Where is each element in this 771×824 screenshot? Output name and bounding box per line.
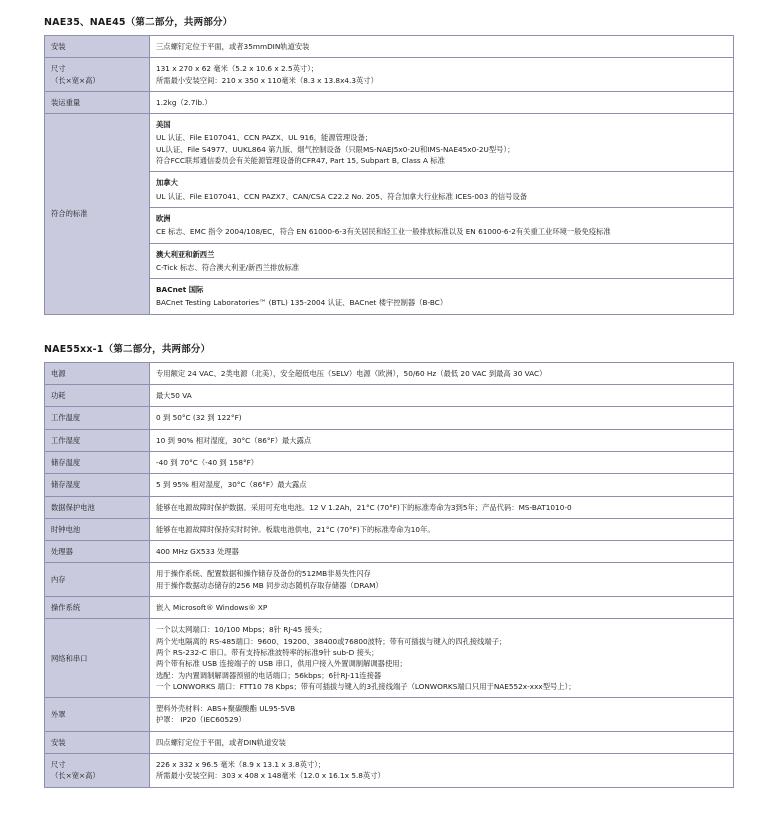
value-line: 1.2kg（2.7lb.） xyxy=(156,97,212,107)
value-line: 两个光电隔离的 RS-485端口：9600、19200、38400或76800波特；带有可插拔与键入的四孔接线端子； xyxy=(156,636,507,646)
row-label-line: （长×宽×高） xyxy=(51,771,100,781)
table-row xyxy=(45,58,734,92)
value-line: 最大50 VA xyxy=(156,391,192,401)
row-value xyxy=(150,385,734,407)
value-line: 两个 RS-232-C 串口。带有支持标准波特率的标准9针 sub-D 接头； xyxy=(156,647,379,657)
value-line: 所需最小安装空间：303 x 408 x 148毫米（12.0 x 16.1x 5.8英寸） xyxy=(156,771,385,781)
row-label: 网络和串口 xyxy=(45,619,150,698)
value-line: C-Tick 标志、符合澳大利亚/新西兰排放标准 xyxy=(156,262,300,272)
value-line: 131 x 270 x 62 毫米（5.2 x 10.6 x 2.5英寸）； xyxy=(156,64,319,74)
value-line: 用于操作系统、配置数据和操作储存及备份的512MB非易失性闪存 xyxy=(156,569,371,579)
row-value xyxy=(150,362,734,384)
row-value xyxy=(150,36,734,58)
table-row xyxy=(45,362,734,384)
table-row xyxy=(45,698,734,732)
value-line: 塑料外壳材料：ABS+聚碳酸酯 UL95-5VB xyxy=(156,704,296,714)
value-line: CE 标志、EMC 指令 2004/108/EC，符合 EN 61000-6-3有关居民和轻工业一般排放标准以及 EN 61000-6-2有关重工业环境一般免疫标准 xyxy=(156,227,611,237)
table-row xyxy=(45,36,734,58)
row-label: 工作湿度 xyxy=(45,429,150,451)
value-line: UL 认证、File E107041、CCN PAZX、UL 916，能源管理设备； xyxy=(156,133,373,143)
row-label xyxy=(45,753,150,787)
value-line: 所需最小安装空间：210 x 350 x 110毫米（8.3 x 13.8x4.3英寸） xyxy=(156,75,378,85)
table-row xyxy=(45,451,734,473)
value-line: 选配：为内置调制解调器预留的电话端口；56kbps；6针RJ-11连接器 xyxy=(156,670,382,680)
row-label xyxy=(45,58,150,92)
value-line: 嵌入 Microsoft® Windows® XP xyxy=(156,603,268,613)
section-title: NAE55xx-1（第二部分，共两部分） xyxy=(44,343,211,355)
value-line: 226 x 332 x 96.5 毫米（8.9 x 13.1 x 3.8英寸）； xyxy=(156,759,326,769)
row-label: 内存 xyxy=(45,563,150,597)
value-line: UL认证、File S4977、UUKL864 第九版、烟气控制设备（只限MS-NAEJ5x0-2U和IMS-NAE45x0-2U型号）； xyxy=(156,144,515,154)
row-label: 处理器 xyxy=(45,541,150,563)
value-line: 400 MHz GX533 处理器 xyxy=(156,547,239,557)
row-value-subblock xyxy=(150,279,734,315)
spec-section-nae35-nae45 xyxy=(44,14,751,315)
value-line: 0 到 50°C (32 到 122°F) xyxy=(156,413,242,423)
table-row xyxy=(45,407,734,429)
row-label: 外罩 xyxy=(45,698,150,732)
table-row xyxy=(45,619,734,698)
row-label: 电源 xyxy=(45,362,150,384)
row-label-line: 尺寸 xyxy=(51,759,66,769)
value-line: UL 认证、File E107041、CCN PAZX7、CAN/CSA C22.2 No. 205、符合加拿大行业标准 ICES-003 的信号设备 xyxy=(156,191,528,201)
table-row xyxy=(45,541,734,563)
table-row xyxy=(45,496,734,518)
table-row xyxy=(45,563,734,597)
row-value xyxy=(150,563,734,597)
row-label: 功耗 xyxy=(45,385,150,407)
row-label: 装运重量 xyxy=(45,91,150,113)
table-row xyxy=(45,518,734,540)
row-value xyxy=(150,91,734,113)
table-row xyxy=(45,753,734,787)
value-line: 两个带有标准 USB 连接端子的 USB 串口，供用户接入外置调制解调器使用； xyxy=(156,659,407,669)
row-value-subblock xyxy=(150,207,734,243)
row-label-line: （长×宽×高） xyxy=(51,75,100,85)
value-line: 专用额定 24 VAC、2类电源（北美），安全超低电压（SELV）电源（欧洲），50/60 Hz（最低 20 VAC 到最高 30 VAC） xyxy=(156,368,547,378)
row-value xyxy=(150,753,734,787)
row-label: 符合的标准 xyxy=(45,114,150,315)
row-label: 储存湿度 xyxy=(45,474,150,496)
value-line: 一个以太网端口：10/100 Mbps；8针 RJ-45 接头； xyxy=(156,625,327,635)
row-value xyxy=(150,541,734,563)
row-value xyxy=(150,451,734,473)
row-value xyxy=(150,496,734,518)
row-value xyxy=(150,731,734,753)
value-line: 能够在电源故障时保持实时时钟。板载电池供电，21°C (70°F)下的标准寿命为10年。 xyxy=(156,524,435,534)
spec-section-nae55xx-1 xyxy=(44,341,751,788)
subblock-heading: 欧洲 xyxy=(156,213,171,223)
table-row xyxy=(45,429,734,451)
value-line: BACnet Testing Laboratories™ (BTL) 135-2004 认证、BACnet 楼宇控制器（B-BC） xyxy=(156,298,448,308)
row-value xyxy=(150,597,734,619)
row-value xyxy=(150,58,734,92)
row-value xyxy=(150,518,734,540)
row-label: 操作系统 xyxy=(45,597,150,619)
row-label: 时钟电池 xyxy=(45,518,150,540)
table-row xyxy=(45,731,734,753)
value-line: 三点螺钉定位于平面，或者35mmDIN轨道安装 xyxy=(156,42,310,51)
table-row xyxy=(45,597,734,619)
value-line: 5 到 95% 相对湿度，30°C（86°F）最大露点 xyxy=(156,480,307,490)
row-label: 储存温度 xyxy=(45,451,150,473)
section-title: NAE35、NAE45（第二部分，共两部分） xyxy=(44,17,233,28)
subblock-heading: 加拿大 xyxy=(156,178,178,188)
table-row xyxy=(45,474,734,496)
row-label-line: 尺寸 xyxy=(51,64,66,74)
value-line: 10 到 90% 相对湿度，30°C（86°F）最大露点 xyxy=(156,435,312,445)
value-line: 能够在电源故障时保护数据。采用可充电电池。12 V 1.2Ah，21°C (70°F)下的标准寿命为3到5年；产品代码：MS-BAT1010-0 xyxy=(156,502,572,512)
table-row xyxy=(45,385,734,407)
value-line: -40 到 70°C（-40 到 158°F） xyxy=(156,457,259,467)
row-label: 安装 xyxy=(45,731,150,753)
row-value xyxy=(150,474,734,496)
value-line: 一个 LONWORKS 端口：FTT10 78 Kbps；带有可插拔与键入的3孔接线端子（LONWORKS端口只用于NAE552x-xxx型号上）； xyxy=(156,681,576,691)
spec-table-nae55xx-1 xyxy=(44,362,734,788)
subblock-heading: BACnet 国际 xyxy=(156,285,204,295)
row-value xyxy=(150,407,734,429)
spec-table-nae35-nae45 xyxy=(44,35,734,315)
value-line: 四点螺钉定位于平面，或者DIN轨道安装 xyxy=(156,737,286,747)
value-line: 用于操作数据动态储存的256 MB 同步动态随机存取存储器（DRAM） xyxy=(156,580,383,590)
value-line: 护罩： IP20（IEC60529） xyxy=(156,715,246,725)
row-label: 安装 xyxy=(45,36,150,58)
row-value xyxy=(150,429,734,451)
row-value-subblock xyxy=(150,172,734,208)
row-value-subblock xyxy=(150,114,734,172)
row-value xyxy=(150,619,734,698)
row-value-subblock xyxy=(150,243,734,279)
value-line: 符合FCC联邦通信委员会有关能源管理设备的CFR47, Part 15, Subpart B, Class A 标准 xyxy=(156,156,445,166)
subblock-heading: 澳大利亚和新西兰 xyxy=(156,249,215,259)
subblock-heading: 美国 xyxy=(156,120,171,130)
table-row xyxy=(45,91,734,113)
row-label: 数据保护电池 xyxy=(45,496,150,518)
row-label: 工作温度 xyxy=(45,407,150,429)
table-row xyxy=(45,114,734,172)
row-value xyxy=(150,698,734,732)
